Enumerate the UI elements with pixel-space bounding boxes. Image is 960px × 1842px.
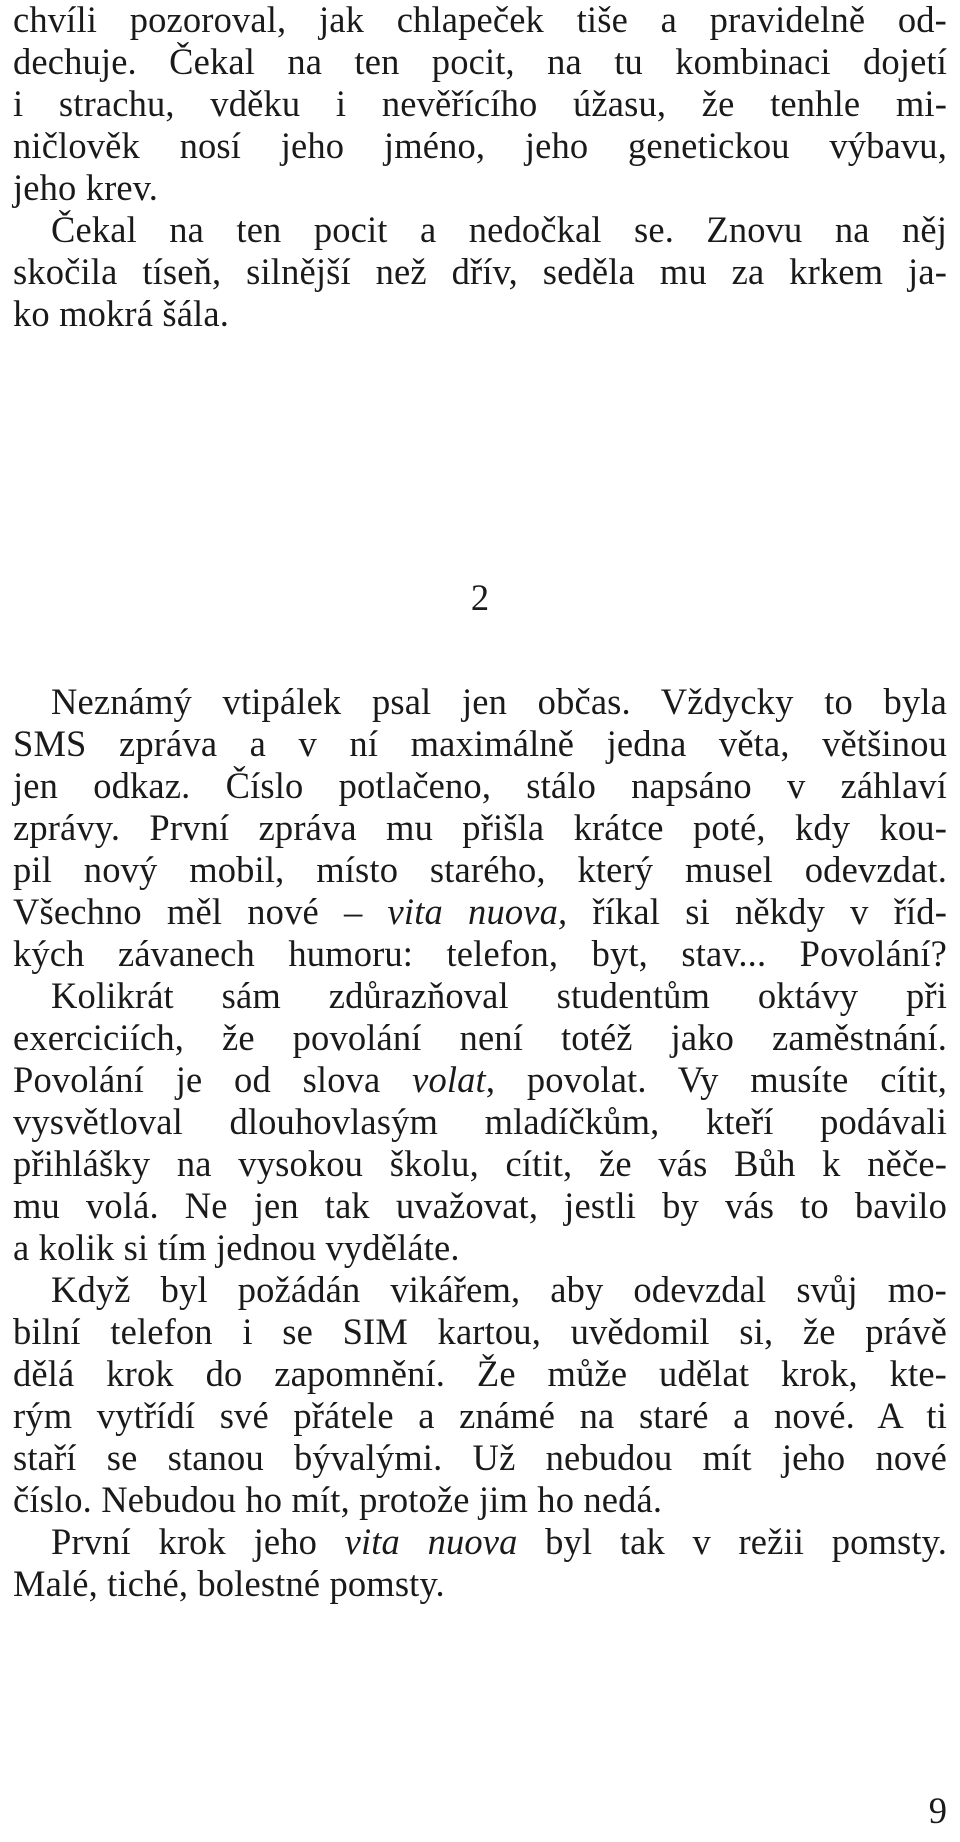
text-line: dělá krok do zapomnění. Že může udělat krok, kte- xyxy=(13,1353,947,1394)
text-line: rým vytřídí své přátele a známé na staré a nové. A ti xyxy=(13,1395,947,1436)
text-segment: říkal si někdy v říd- xyxy=(567,891,947,932)
text-line: Neznámý vtipálek psal jen občas. Vždycky to byla xyxy=(51,681,947,722)
italic-segment: vita nuova xyxy=(344,1521,518,1562)
book-page xyxy=(13,0,947,1842)
text-line: a kolik si tím jednou vyděláte. xyxy=(13,1227,460,1268)
text-line: pil nový mobil, místo starého, který musel odevzdat. xyxy=(13,849,947,890)
text-line: vysvětloval dlouhovlasým mladíčkům, kteří podávali xyxy=(13,1101,947,1142)
text-line: i strachu, vděku i nevěřícího úžasu, že tenhle mi- xyxy=(13,83,947,124)
text-segment: , povolat. Vy musíte cítit, xyxy=(485,1059,947,1100)
text-line xyxy=(13,888,947,936)
text-line: přihlášky na vysokou školu, cítit, že vás Bůh k něče- xyxy=(13,1143,947,1184)
chapter-number: 2 xyxy=(470,577,490,618)
text-segment: byl tak v režii pomsty. xyxy=(517,1521,947,1562)
text-line: SMS zpráva a v ní maximálně jedna věta, většinou xyxy=(13,723,947,764)
text-line: jen odkaz. Číslo potlačeno, stálo napsáno v záhlaví xyxy=(13,765,947,806)
text-segment: Povolání je od slova xyxy=(13,1059,413,1100)
text-line: mu volá. Ne jen tak uvažovat, jestli by vás to bavilo xyxy=(13,1185,947,1226)
page-number: 9 xyxy=(928,1790,947,1831)
text-line: jeho krev. xyxy=(13,167,159,208)
text-line: ničlověk nosí jeho jméno, jeho genetickou výbavu, xyxy=(13,125,947,166)
text-line: staří se stanou bývalými. Už nebudou mít jeho nové xyxy=(13,1437,947,1478)
text-line: dechuje. Čekal na ten pocit, na tu kombinaci dojetí xyxy=(13,41,947,82)
text-line: skočila tíseň, silnější než dřív, seděla mu za krkem ja- xyxy=(13,251,947,292)
text-line xyxy=(13,1056,947,1104)
text-segment: Všechno měl nové – xyxy=(13,891,388,932)
text-segment: První krok jeho xyxy=(51,1521,345,1562)
text-line: exerciciích, že povolání není totéž jako zaměstnání. xyxy=(13,1017,947,1058)
text-line: ko mokrá šála. xyxy=(13,293,229,334)
text-line xyxy=(13,1518,947,1566)
text-line: chvíli pozoroval, jak chlapeček tiše a pravidelně od- xyxy=(13,0,947,40)
text-line: Malé, tiché, bolestné pomsty. xyxy=(13,1563,445,1604)
italic-segment: volat xyxy=(412,1059,486,1100)
text-line: kých závanech humoru: telefon, byt, stav... Povolání? xyxy=(13,933,947,974)
text-line: Když byl požádán vikářem, aby odevzdal svůj mo- xyxy=(51,1269,947,1310)
text-line: zprávy. První zpráva mu přišla krátce poté, kdy kou- xyxy=(13,807,947,848)
text-line: bilní telefon i se SIM kartou, uvědomil si, že právě xyxy=(13,1311,947,1352)
text-line: číslo. Nebudou ho mít, protože jim ho nedá. xyxy=(13,1479,663,1520)
italic-segment: vita nuova, xyxy=(387,891,568,932)
text-line: Kolikrát sám zdůrazňoval studentům oktávy při xyxy=(51,975,947,1016)
text-line: Čekal na ten pocit a nedočkal se. Znovu na něj xyxy=(51,209,947,250)
